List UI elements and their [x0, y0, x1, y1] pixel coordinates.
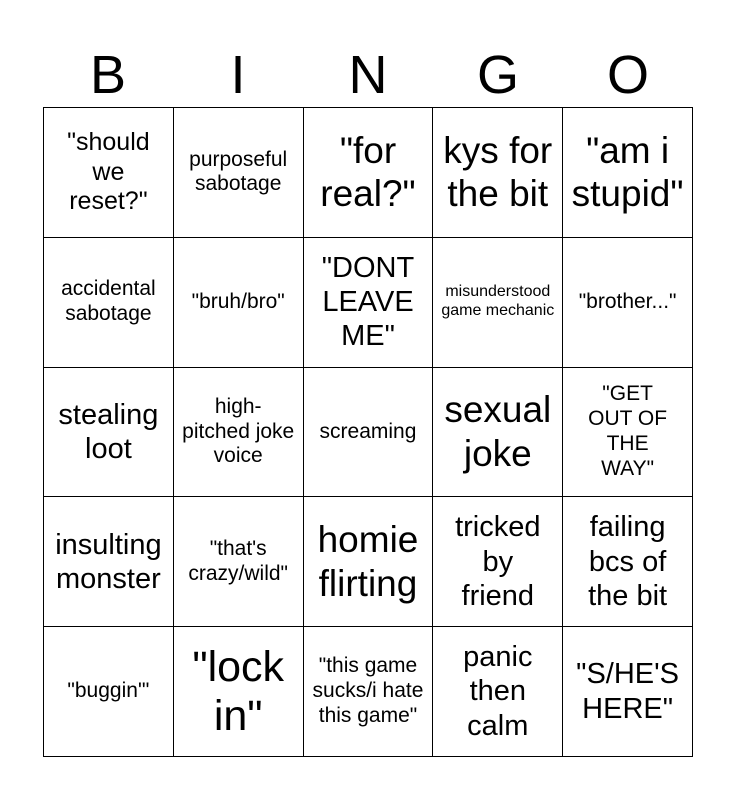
bingo-cell[interactable]: "brother..."	[563, 238, 693, 368]
bingo-cell[interactable]: "bruh/bro"	[174, 238, 304, 368]
bingo-cell[interactable]: high-pitched joke voice	[174, 368, 304, 498]
bingo-header	[43, 44, 693, 106]
header-letter-g: G	[476, 45, 519, 105]
bingo-cell[interactable]: "buggin'"	[44, 627, 174, 757]
bingo-cell[interactable]: failing bcs of the bit	[563, 497, 693, 627]
bingo-cell[interactable]: misunderstood game mechanic	[433, 238, 563, 368]
bingo-cell[interactable]: "should we reset?"	[44, 108, 174, 238]
bingo-cell[interactable]: tricked by friend	[433, 497, 563, 627]
bingo-board	[43, 107, 693, 757]
bingo-cell[interactable]: "GET OUT OF THE WAY"	[563, 368, 693, 498]
bingo-cell[interactable]: purposeful sabotage	[174, 108, 304, 238]
bingo-cell[interactable]: "S/HE'S HERE"	[563, 627, 693, 757]
header-letter-n: N	[348, 45, 388, 105]
bingo-cell[interactable]: insulting monster	[44, 497, 174, 627]
bingo-cell[interactable]: "lock in"	[174, 627, 304, 757]
bingo-cell[interactable]: screaming	[304, 368, 434, 498]
header-letter-b: B	[89, 45, 127, 105]
bingo-cell[interactable]: panic then calm	[433, 627, 563, 757]
bingo-cell[interactable]: "for real?"	[304, 108, 434, 238]
bingo-cell[interactable]: accidental sabotage	[44, 238, 174, 368]
bingo-cell[interactable]: "that's crazy/wild"	[174, 497, 304, 627]
bingo-cell[interactable]: stealing loot	[44, 368, 174, 498]
bingo-cell[interactable]: sexual joke	[433, 368, 563, 498]
bingo-cell[interactable]: "DONT LEAVE ME"	[304, 238, 434, 368]
header-letter-o: O	[606, 45, 649, 105]
bingo-cell[interactable]: "am i stupid"	[563, 108, 693, 238]
bingo-cell[interactable]: "this game sucks/i hate this game"	[304, 627, 434, 757]
bingo-cell[interactable]: kys for the bit	[433, 108, 563, 238]
bingo-cell[interactable]: homie flirting	[304, 497, 434, 627]
header-letter-i: I	[230, 45, 246, 105]
